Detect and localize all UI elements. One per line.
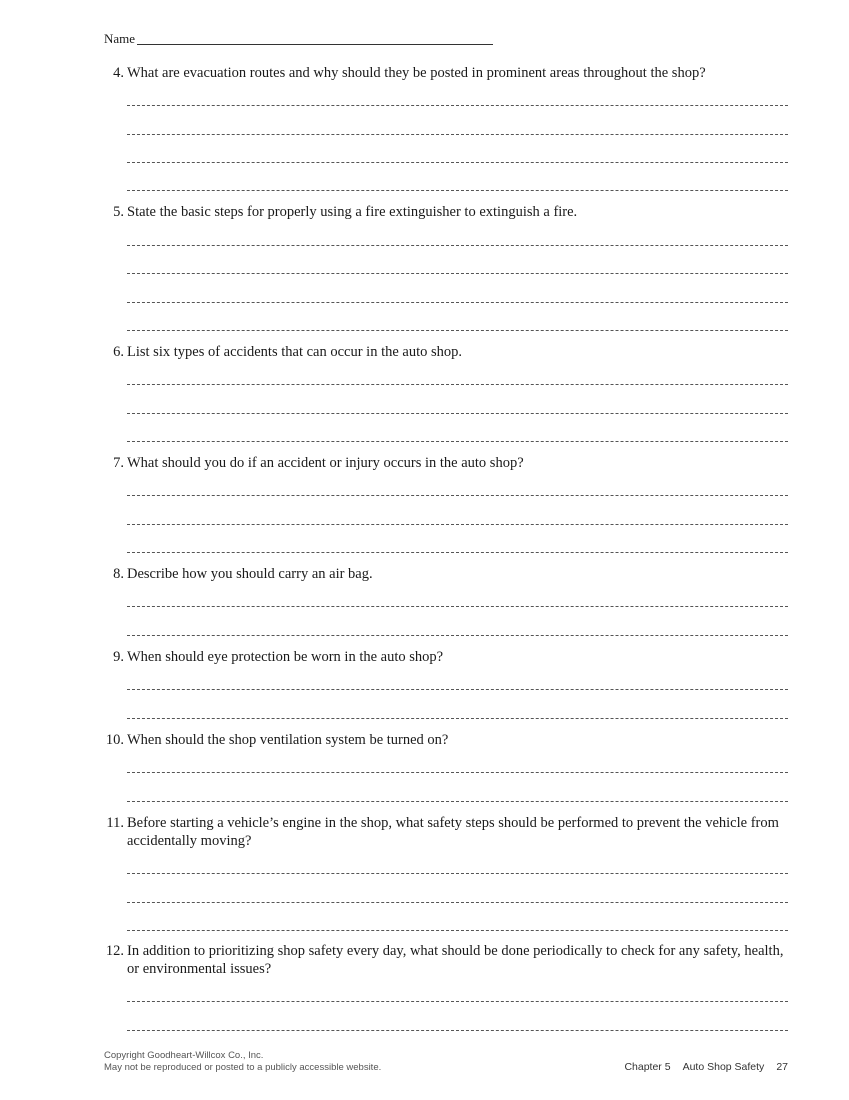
answer-line-11-1[interactable] bbox=[127, 873, 788, 874]
question-text: When should eye protection be worn in the auto shop? bbox=[127, 649, 444, 665]
answer-line-4-1[interactable] bbox=[127, 105, 788, 106]
answer-line-8-1[interactable] bbox=[127, 606, 788, 607]
answer-line-6-1[interactable] bbox=[127, 384, 788, 385]
chapter-label: Chapter 5 bbox=[624, 1061, 671, 1073]
answer-line-6-2[interactable] bbox=[127, 413, 788, 414]
answer-line-6-3[interactable] bbox=[127, 441, 788, 442]
answer-line-5-1[interactable] bbox=[127, 245, 788, 246]
question-text: When should the shop ventilation system be turned on? bbox=[127, 732, 449, 748]
name-label: Name bbox=[104, 31, 136, 46]
question-number: 8. bbox=[113, 566, 124, 582]
answer-line-5-2[interactable] bbox=[127, 273, 788, 274]
answer-line-12-2[interactable] bbox=[127, 1030, 788, 1031]
question-number: 12. bbox=[105, 943, 124, 959]
answer-line-4-4[interactable] bbox=[127, 190, 788, 191]
chapter-title: Auto Shop Safety bbox=[682, 1061, 765, 1073]
answer-line-4-2[interactable] bbox=[127, 134, 788, 135]
answer-line-9-1[interactable] bbox=[127, 689, 788, 690]
question-number: 6. bbox=[113, 344, 124, 360]
answer-line-7-1[interactable] bbox=[127, 495, 788, 496]
question-text: Before starting a vehicle’s engine in the shop, what safety steps should be performed to prevent the vehicle from accidentally moving? bbox=[127, 815, 779, 849]
answer-line-10-2[interactable] bbox=[127, 801, 788, 802]
answer-line-5-3[interactable] bbox=[127, 302, 788, 303]
question-number: 9. bbox=[113, 649, 124, 665]
copyright-line: Copyright Goodheart-Willcox Co., Inc. bbox=[104, 1050, 264, 1061]
question-text: In addition to prioritizing shop safety every day, what should be done periodically to check for any safety, health, or environmental issues? bbox=[127, 943, 784, 977]
question-text: What are evacuation routes and why should they be posted in prominent areas throughout the shop? bbox=[127, 65, 706, 81]
answer-line-4-3[interactable] bbox=[127, 162, 788, 163]
answer-line-7-2[interactable] bbox=[127, 524, 788, 525]
answer-line-10-1[interactable] bbox=[127, 772, 788, 773]
answer-line-9-2[interactable] bbox=[127, 718, 788, 719]
answer-line-11-3[interactable] bbox=[127, 930, 788, 931]
answer-line-7-3[interactable] bbox=[127, 552, 788, 553]
name-row bbox=[104, 31, 135, 47]
copyright-notice bbox=[104, 1050, 381, 1074]
page-footer bbox=[624, 1061, 788, 1074]
question-number: 5. bbox=[113, 204, 124, 220]
question-text: What should you do if an accident or injury occurs in the auto shop? bbox=[127, 455, 524, 471]
name-field[interactable] bbox=[137, 44, 493, 45]
question-number: 10. bbox=[105, 732, 124, 748]
question-text: State the basic steps for properly using a fire extinguisher to extinguish a fire. bbox=[127, 204, 578, 220]
page-number: 27 bbox=[776, 1061, 788, 1073]
question-text: Describe how you should carry an air bag. bbox=[127, 566, 373, 582]
question-number: 4. bbox=[113, 65, 124, 81]
question-number: 7. bbox=[113, 455, 124, 471]
question-number: 11. bbox=[106, 815, 124, 831]
question-text: List six types of accidents that can occur in the auto shop. bbox=[127, 344, 463, 360]
answer-line-5-4[interactable] bbox=[127, 330, 788, 331]
reproduction-notice: May not be reproduced or posted to a publicly accessible website. bbox=[104, 1062, 382, 1073]
answer-line-12-1[interactable] bbox=[127, 1001, 788, 1002]
answer-line-8-2[interactable] bbox=[127, 635, 788, 636]
answer-line-11-2[interactable] bbox=[127, 902, 788, 903]
